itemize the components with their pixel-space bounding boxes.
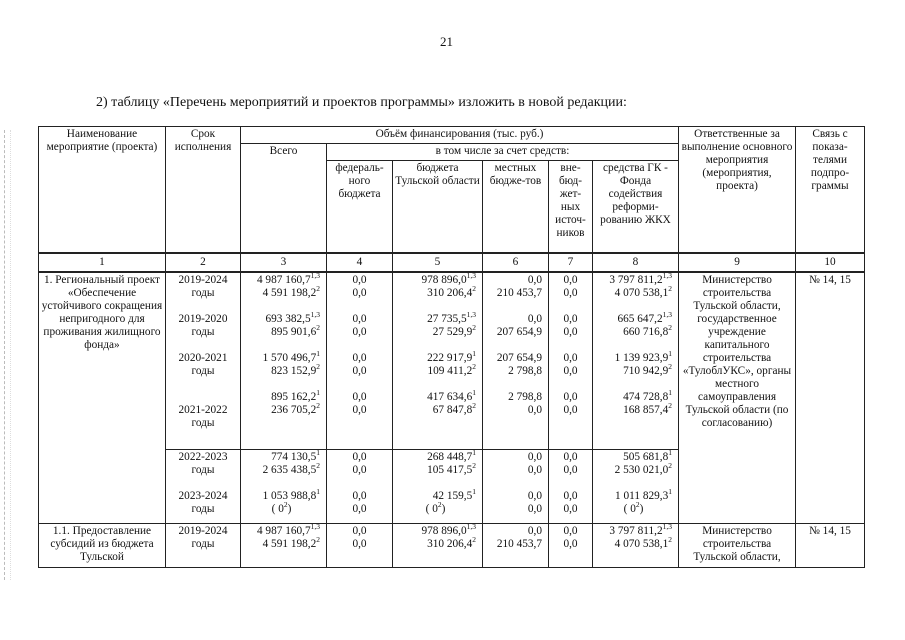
fund-cell — [593, 524, 679, 568]
value: 0,0 — [563, 286, 578, 299]
value: 4 987 160,7 — [256, 273, 311, 286]
column-number: 2 — [166, 253, 241, 272]
value: 0,0 — [563, 403, 578, 416]
local-cell — [483, 524, 549, 568]
header-link: Связь с показа-телями подпро-граммы — [796, 127, 865, 253]
value: 710 942,9 — [623, 364, 669, 377]
extra-cell — [549, 524, 593, 568]
header-term: Срок исполнения — [166, 127, 241, 253]
page-edge-line — [10, 130, 11, 580]
value: 207 654,9 — [496, 351, 542, 364]
footnote-mark: 1 — [472, 487, 476, 497]
link-cell: № 14, 15 — [796, 524, 865, 568]
column-number: 9 — [679, 253, 796, 272]
value: 2 798,8 — [508, 364, 542, 377]
value: 0,0 — [563, 538, 578, 550]
value: 222 917,9 — [427, 351, 473, 364]
value: 27 529,9 — [432, 325, 473, 338]
term-cell — [166, 272, 241, 450]
value: 505 681,8 — [623, 451, 669, 463]
value: 210 453,7 — [496, 538, 542, 550]
value: 0,0 — [527, 490, 542, 502]
footnote-mark: 2 — [316, 461, 320, 471]
value: 4 591 198,2 — [262, 538, 317, 550]
fund-cell — [593, 272, 679, 450]
value: 0,0 — [563, 390, 578, 403]
footnote-mark: 2 — [316, 400, 320, 410]
value: 210 453,7 — [496, 286, 542, 299]
value: 4 987 160,7 — [256, 525, 311, 537]
value: 1 053 988,8 — [262, 490, 317, 502]
term: годы — [191, 364, 215, 377]
term-cell — [166, 524, 241, 568]
regional-cell — [393, 524, 483, 568]
extra-cell — [549, 450, 593, 524]
footnote-mark: 1 — [668, 387, 673, 397]
footnote-mark: 1 — [316, 387, 320, 397]
project-name: 1. Региональный проект «Обеспечение устойчивого сокращения непригодного для проживания жилищного фонда» — [39, 272, 166, 524]
footnote-mark: 2 — [472, 361, 476, 371]
value: 0,0 — [352, 525, 367, 537]
header-funding: Объём финансирования (тыс. руб.) — [241, 127, 679, 144]
value: 27 735,5 — [427, 312, 467, 325]
value: 3 797 811,2 — [609, 273, 663, 286]
term: годы — [191, 286, 215, 299]
federal-cell — [327, 272, 393, 450]
value: 0,0 — [527, 525, 542, 537]
footnote-mark: 2 — [472, 400, 476, 410]
value: 665 647,2 — [617, 312, 663, 325]
value: 0,0 — [352, 451, 367, 463]
value: 207 654,9 — [496, 325, 542, 338]
page-number: 21 — [440, 34, 453, 49]
footnote-mark: 2 — [283, 500, 288, 510]
term: 2022-2023 — [178, 451, 228, 463]
footnote-mark: 1 — [472, 448, 476, 458]
footnote-mark: 1 — [472, 348, 476, 358]
value: 67 847,8 — [432, 403, 473, 416]
term: 2020-2021 — [178, 351, 228, 364]
footnote-mark: 2 — [316, 361, 320, 371]
footnote-mark: 2 — [472, 283, 476, 293]
regional-cell — [393, 450, 483, 524]
value: 0,0 — [352, 490, 367, 502]
value: 109 411,2 — [427, 364, 473, 377]
value: 4 070 538,1 — [614, 538, 669, 550]
value: 4 591 198,2 — [262, 286, 317, 299]
header-extra: вне-бюд-жет-ных источ-ников — [549, 161, 593, 253]
column-number: 10 — [796, 253, 865, 272]
term: годы — [191, 416, 215, 429]
footnote-mark: 1,3 — [466, 270, 476, 280]
extra-cell — [549, 272, 593, 450]
value: 0,0 — [352, 503, 367, 515]
footnote-mark: 2 — [635, 500, 640, 510]
document-heading: 2) таблицу «Перечень мероприятий и проектов программы» изложить в новой редакции: — [96, 95, 627, 110]
value: 0,0 — [352, 312, 367, 325]
value: 823 152,9 — [271, 364, 317, 377]
term: годы — [191, 503, 215, 515]
header-total: Всего — [241, 144, 327, 253]
header-regional: бюджета Тульской области — [393, 161, 483, 253]
header-local: местных бюдже-тов — [483, 161, 549, 253]
value: 0,0 — [352, 403, 367, 416]
value: 417 634,6 — [427, 390, 473, 403]
value: 0,0 — [563, 464, 578, 476]
value: 0,0 — [527, 403, 542, 416]
table-row — [39, 272, 865, 450]
footnote-mark: 1 — [668, 348, 673, 358]
project-name: 1.1. Предоставление субсидий из бюджета Тульской — [39, 524, 166, 568]
total-cell — [241, 272, 327, 450]
footnote-mark: 1 — [668, 487, 673, 497]
footnote-mark: 2 — [668, 283, 673, 293]
term: годы — [191, 325, 215, 338]
column-number: 4 — [327, 253, 393, 272]
value: 236 705,2 — [271, 403, 317, 416]
footnote-mark: 1,3 — [310, 309, 320, 319]
value: 0,0 — [352, 325, 367, 338]
footnote-mark: 2 — [472, 535, 476, 545]
footnote-mark: 2 — [472, 322, 476, 332]
link-cell: № 14, 15 — [796, 272, 865, 524]
federal-cell — [327, 450, 393, 524]
footnote-mark: 2 — [668, 322, 673, 332]
value: ) — [287, 503, 292, 515]
footnote-mark: 2 — [316, 283, 320, 293]
footnote-mark: 1 — [668, 448, 673, 458]
term: 2019-2020 — [178, 312, 228, 325]
value: 4 070 538,1 — [614, 286, 669, 299]
fund-cell — [593, 450, 679, 524]
footnote-mark: 2 — [668, 361, 673, 371]
term: 2019-2024 — [178, 525, 228, 537]
value: 0,0 — [352, 464, 367, 476]
header-row — [39, 127, 865, 144]
footnote-mark: 1 — [316, 448, 320, 458]
total-cell — [241, 450, 327, 524]
table-row — [39, 524, 865, 568]
responsible-cell: Министерство строительства Тульской области, — [679, 524, 796, 568]
value: 0,0 — [563, 490, 578, 502]
column-number: 8 — [593, 253, 679, 272]
value: 978 896,0 — [421, 525, 467, 537]
column-number: 3 — [241, 253, 327, 272]
value: 660 716,8 — [623, 325, 669, 338]
value: ( 0 — [271, 503, 284, 515]
value: 693 382,5 — [265, 312, 311, 325]
footnote-mark: 1,3 — [310, 522, 320, 532]
local-cell — [483, 450, 549, 524]
footnote-mark: 1 — [316, 348, 320, 358]
value: 0,0 — [563, 451, 578, 463]
value: 0,0 — [352, 286, 367, 299]
value: 310 206,4 — [427, 538, 473, 550]
footnote-mark: 1,3 — [662, 270, 673, 280]
value: 0,0 — [563, 325, 578, 338]
footnote-mark: 1 — [316, 487, 320, 497]
value: ( 0 — [425, 503, 438, 515]
value: 895 901,6 — [271, 325, 317, 338]
term-cell — [166, 450, 241, 524]
footnote-mark: 2 — [316, 322, 320, 332]
value: 2 798,8 — [508, 390, 542, 403]
value: 0,0 — [563, 503, 578, 515]
value: 0,0 — [563, 312, 578, 325]
value: ( 0 — [623, 503, 636, 515]
term: годы — [191, 538, 215, 550]
header-name: Наименование мероприятие (проекта) — [39, 127, 166, 253]
value: 2 635 438,5 — [262, 464, 317, 476]
footnote-mark: 1,3 — [662, 309, 673, 319]
value: 895 162,2 — [271, 390, 317, 403]
regional-cell — [393, 272, 483, 450]
value: 0,0 — [527, 464, 542, 476]
value: 268 448,7 — [427, 451, 473, 463]
footnote-mark: 2 — [316, 535, 320, 545]
value: 1 139 923,9 — [614, 351, 669, 364]
term: 2019-2024 — [178, 273, 228, 286]
value: 0,0 — [563, 525, 578, 537]
footnote-mark: 1,3 — [662, 522, 673, 532]
value: 0,0 — [352, 390, 367, 403]
header-federal: федераль-ного бюджета — [327, 161, 393, 253]
value: 0,0 — [352, 364, 367, 377]
value: 978 896,0 — [421, 273, 467, 286]
responsible-cell: Министерство строительства Тульской области, государственное учреждение капитального строительства «ТулоблУКС», органы местного самоуправления Тульской области (по согласованию) — [679, 272, 796, 524]
column-number: 7 — [549, 253, 593, 272]
value: 105 417,5 — [427, 464, 473, 476]
footnote-mark: 1 — [472, 387, 476, 397]
total-cell — [241, 524, 327, 568]
value: 1 011 829,3 — [615, 490, 669, 502]
value: 310 206,4 — [427, 286, 473, 299]
value: 474 728,8 — [623, 390, 669, 403]
header-fund: средства ГК - Фонда содействия реформи-рованию ЖКХ — [593, 161, 679, 253]
value: 0,0 — [352, 351, 367, 364]
value: ) — [441, 503, 446, 515]
value: ) — [639, 503, 644, 515]
value: 2 530 021,0 — [614, 464, 669, 476]
column-number: 6 — [483, 253, 549, 272]
value: 0,0 — [563, 273, 578, 286]
value: 0,0 — [563, 364, 578, 377]
footnote-mark: 1,3 — [466, 522, 476, 532]
value: 0,0 — [563, 351, 578, 364]
local-cell — [483, 272, 549, 450]
footnote-mark: 2 — [668, 400, 673, 410]
column-number: 5 — [393, 253, 483, 272]
value: 42 159,5 — [432, 490, 473, 502]
page-edge-line — [4, 130, 5, 580]
footnote-mark: 1,3 — [466, 309, 476, 319]
value: 0,0 — [352, 273, 367, 286]
footnote-mark: 2 — [668, 461, 673, 471]
value: 1 570 496,7 — [262, 351, 317, 364]
header-responsible: Ответственные за выполнение основного мероприятия (мероприятия, проекта) — [679, 127, 796, 253]
term: годы — [191, 464, 215, 476]
value: 0,0 — [527, 273, 542, 286]
header-incl: в том числе за счет средств: — [327, 144, 679, 161]
column-number: 1 — [39, 253, 166, 272]
value: 774 130,5 — [271, 451, 317, 463]
footnote-mark: 1,3 — [310, 270, 320, 280]
value: 0,0 — [527, 451, 542, 463]
value: 0,0 — [352, 538, 367, 550]
footnote-mark: 2 — [437, 500, 442, 510]
column-numbers-row — [39, 253, 865, 272]
footnote-mark: 2 — [668, 535, 673, 545]
program-activities-table — [38, 126, 865, 568]
value: 3 797 811,2 — [609, 525, 663, 537]
value: 0,0 — [527, 312, 542, 325]
term: 2023-2024 — [178, 490, 228, 502]
footnote-mark: 2 — [472, 461, 476, 471]
value: 168 857,4 — [623, 403, 669, 416]
value: 0,0 — [527, 503, 542, 515]
federal-cell — [327, 524, 393, 568]
term: 2021-2022 — [178, 403, 228, 416]
